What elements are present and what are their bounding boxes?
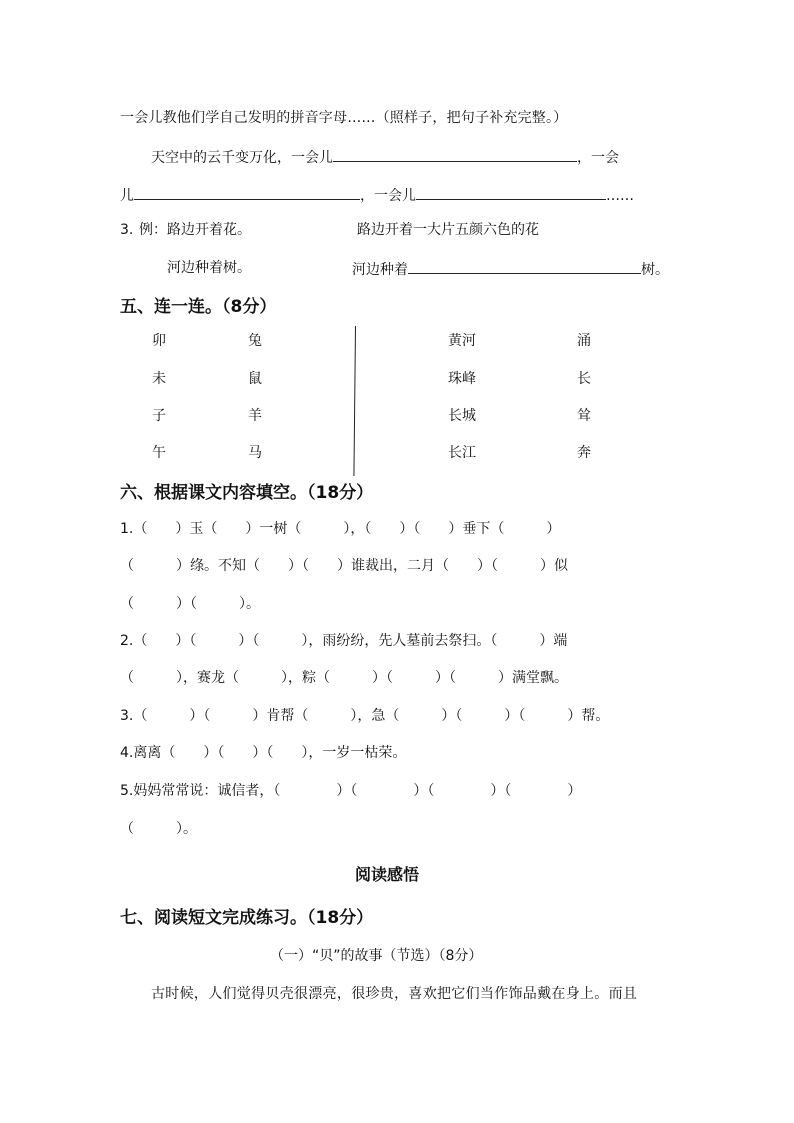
s5-left2-0[interactable]: 兔 [248, 333, 262, 349]
s5-right2-0[interactable]: 涌 [577, 333, 591, 349]
fill-blank-4[interactable] [408, 259, 641, 274]
s6-q1-line3: （ ）（ ）。 [120, 596, 260, 612]
s4-question-b-end: 树。 [641, 262, 669, 278]
section-5-title: 五、连一连。（8分） [120, 297, 277, 317]
s5-left1-1[interactable]: 未 [152, 371, 166, 387]
s5-right1-0[interactable]: 黄河 [448, 333, 476, 349]
s5-left1-2[interactable]: 子 [152, 408, 166, 424]
s4-question-b-start: 河边种着 [352, 262, 408, 278]
s4-line2 [151, 147, 619, 167]
fill-blank-1[interactable] [333, 147, 577, 162]
s4-question-a: 河边种着树。 [167, 260, 251, 276]
s4-line3-end: …… [606, 188, 634, 204]
s5-right2-1[interactable]: 长 [577, 371, 591, 387]
s5-left1-0[interactable]: 卯 [152, 333, 166, 349]
s4-example-b: 路边开着一大片五颜六色的花 [357, 222, 539, 238]
s5-left2-3[interactable]: 马 [248, 445, 262, 461]
s4-example-num: 3. [120, 222, 134, 238]
passage-paragraph: 古时候，人们觉得贝壳很漂亮，很珍贵，喜欢把它们当作饰品戴在身上。而且 [151, 986, 638, 1002]
s4-question-b [352, 259, 669, 279]
section-7-title: 七、阅读短文完成练习。（18分） [120, 908, 374, 928]
passage-subtitle: （一）“贝”的故事（节选）（8分） [270, 948, 483, 964]
fill-blank-2[interactable] [134, 185, 360, 200]
s5-right1-2[interactable]: 长城 [448, 408, 476, 424]
s6-q5-line1: 5.妈妈常常说：诚信者，（ ）（ ）（ ）（ ） [120, 783, 582, 799]
s6-q4: 4.离离（ ）（ ）（ ），一岁一枯荣。 [120, 745, 407, 761]
s4-line3 [120, 185, 634, 205]
s5-right2-3[interactable]: 奔 [577, 445, 591, 461]
reading-heading: 阅读感悟 [355, 865, 420, 884]
s6-q3: 3.（ ）（ ）肯帮（ ），急（ ）（ ）（ ）帮。 [120, 708, 610, 724]
s4-line3-start: 儿 [120, 188, 134, 204]
s5-right1-1[interactable]: 珠峰 [448, 371, 476, 387]
section-6-title: 六、根据课文内容填空。（18分） [120, 483, 374, 503]
s5-right1-3[interactable]: 长江 [448, 445, 476, 461]
s4-line2-end: ，一会 [577, 150, 619, 166]
s6-q2-line1: 2.（ ）（ ）（ ），雨纷纷，先人墓前去祭扫。（ ）端 [120, 633, 568, 649]
s5-left2-1[interactable]: 鼠 [248, 371, 262, 387]
s4-line1: 一会儿教他们学自己发明的拼音字母……（照样子，把句子补充完整。） [120, 110, 568, 126]
divider-line [353, 326, 356, 476]
s6-q1-line2: （ ）绦。不知（ ）（ ）谁裁出，二月（ ）（ ）似 [120, 558, 568, 574]
s5-right2-2[interactable]: 耸 [577, 408, 591, 424]
s5-left2-2[interactable]: 羊 [248, 408, 262, 424]
s4-example-a: 例：路边开着花。 [139, 222, 251, 238]
s5-left1-3[interactable]: 午 [152, 445, 166, 461]
s6-q1-line1: 1.（ ）玉（ ）一树（ ），（ ）（ ）垂下（ ） [120, 521, 561, 537]
fill-blank-3[interactable] [416, 185, 606, 200]
s4-line3-mid: ，一会儿 [360, 188, 416, 204]
s6-q2-line2: （ ），赛龙（ ），粽（ ）（ ）（ ）满堂飘。 [120, 670, 568, 686]
s6-q5-line2: （ ）。 [120, 821, 197, 837]
s4-line2-start: 天空中的云千变万化，一会儿 [151, 150, 333, 166]
